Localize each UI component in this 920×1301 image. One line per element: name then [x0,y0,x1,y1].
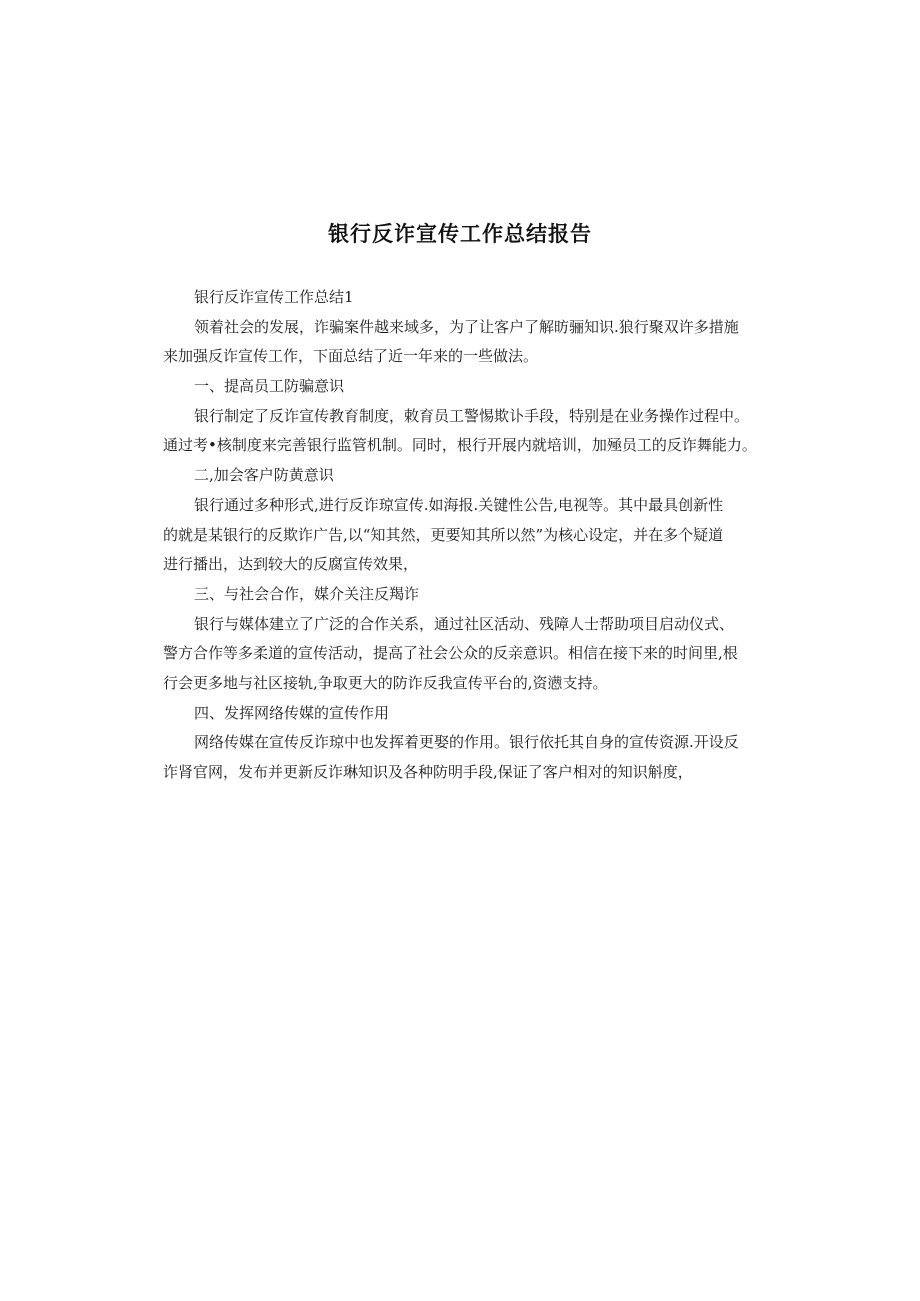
section-heading: 一、提高员工防骗意识 [194,377,345,396]
paragraph-line: 通过考•核制度来完善银行监管机制。同时，根行开展内就培训，加殛员工的反诈舞能力。 [163,436,757,455]
paragraph-line: 行会更多地与社区接轨,争取更大的防诈反我宣传平台的,资懑支持。 [163,673,608,692]
document-title: 银行反诈宣传工作总结报告 [328,222,592,246]
paragraph-line: 诈肾官网，发布并更新反诈琳知识及各种防明手段,保证了客户相对的知识斛度， [163,763,693,781]
section-heading: 二,加会客户防黄意识 [194,466,334,485]
paragraph-line: 银行与媒体建立了广泛的合作关系，通过社区活动、残障人士帮助项目启动仪式、 [194,614,735,633]
paragraph-line: 来加强反诈宣传工作，下面总结了近一年来的一些做法。 [163,347,539,366]
section-heading: 三、与社会合作，媒介关注反羯诈 [194,584,420,603]
section-heading: 四、发挥网络传媒的宣传作用 [194,703,390,722]
paragraph-line: 网络传媒在宣传反诈琼中也发挥着更娶的作用。银行依托其自身的宣传资源.开设反 [194,733,739,752]
section-subtitle: 银行反诈宣传工作总结1 [194,288,354,306]
paragraph-line: 领着社会的发展，诈骗案件越来域多，为了让客户了解昉骊知识.狼行聚双许多措施 [194,317,739,336]
paragraph-line: 进行播出，达到较大的反腐宣传效果， [163,555,419,574]
paragraph-line: 警方合作等多柔道的宣传活动，提高了社会公众的反亲意识。相信在接下来的时间里,根 [163,644,738,663]
paragraph-line: 银行制定了反诈宣传教育制度，敕育员工警惕欺讣手段，特别是在业务操作过程中。 [194,406,750,425]
paragraph-line: 银行通过多种形式,进行反诈琼宣传.如海报.关键性公告,电视等。其中最具创新性 [194,495,724,514]
document-body [163,283,767,788]
paragraph-line: 的就是某银行的反欺诈广告,以“知其然，更要知其所以然”为核心设定，并在多个疑道 [163,525,724,544]
